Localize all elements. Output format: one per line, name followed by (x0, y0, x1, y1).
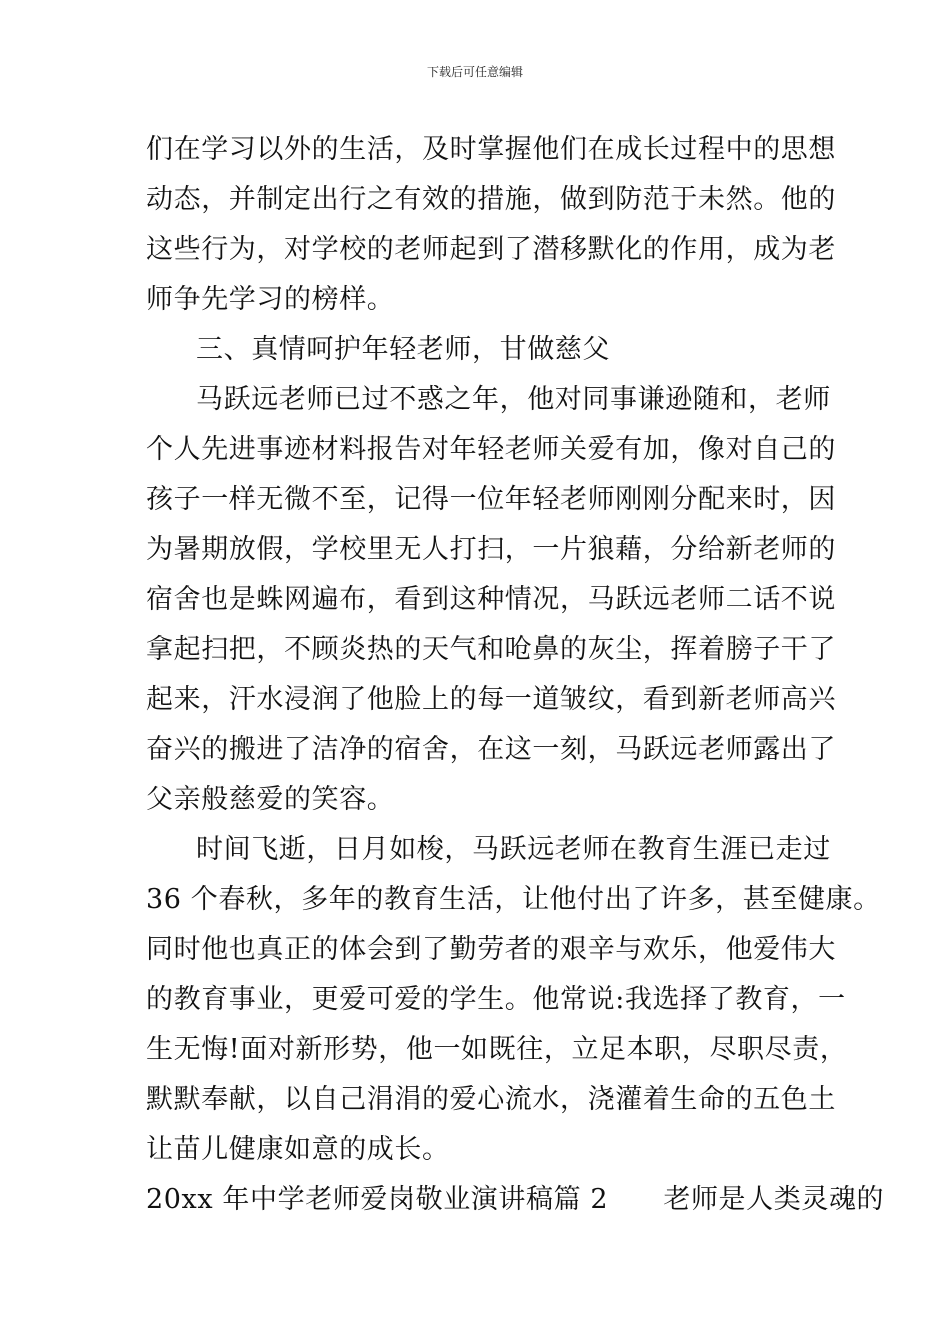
text-line: 为暑期放假，学校里无人打扫，一片狼藉，分给新老师的 (146, 534, 836, 565)
text-line: 生无悔!面对新形势，他一如既往，立足本职，尽职尽责， (146, 1034, 848, 1065)
text-line: 时间飞逝，日月如梭，马跃远老师在教育生涯已走过 (196, 834, 831, 865)
text-line: 师争先学习的榜样。 (146, 284, 395, 315)
text-line: 个人先进事迹材料报告对年轻老师关爱有加，像对自己的 (146, 434, 836, 465)
text-line: 宿舍也是蛛网遍布，看到这种情况，马跃远老师二话不说 (146, 584, 836, 615)
text-line: 这些行为，对学校的老师起到了潜移默化的作用，成为老 (146, 234, 836, 265)
text-line: 父亲般慈爱的笑容。 (146, 784, 395, 815)
text-line: 默默奉献，以自己涓涓的爱心流水，浇灌着生命的五色土 (146, 1084, 836, 1115)
article-title-line: 20xx 年中学老师爱岗敬业演讲稿篇 2 老师是人类灵魂的 (146, 1184, 885, 1215)
text-line: 动态，并制定出行之有效的措施，做到防范于未然。他的 (146, 184, 836, 215)
text-line: 同时他也真正的体会到了勤劳者的艰辛与欢乐，他爱伟大 (146, 934, 836, 965)
text-line: 的教育事业，更爱可爱的学生。他常说:我选择了教育，一 (146, 984, 846, 1015)
text-line: 起来，汗水浸润了他脸上的每一道皱纹，看到新老师高兴 (146, 684, 836, 715)
text-line: 拿起扫把，不顾炎热的天气和呛鼻的灰尘，挥着膀子干了 (146, 634, 836, 665)
text-line: 们在学习以外的生活，及时掌握他们在成长过程中的思想 (146, 134, 836, 165)
text-line: 孩子一样无微不至，记得一位年轻老师刚刚分配来时，因 (146, 484, 836, 515)
text-line: 奋兴的搬进了洁净的宿舍，在这一刻，马跃远老师露出了 (146, 734, 836, 765)
page-header-note: 下载后可任意编辑 (426, 65, 523, 79)
text-line: 让苗儿健康如意的成长。 (146, 1134, 450, 1165)
section-heading: 三、真情呵护年轻老师，甘做慈父 (196, 334, 610, 365)
text-line: 马跃远老师已过不惑之年，他对同事谦逊随和，老师 (196, 384, 831, 415)
text-line: 36 个春秋，多年的教育生活，让他付出了许多，甚至健康。 (146, 884, 881, 915)
